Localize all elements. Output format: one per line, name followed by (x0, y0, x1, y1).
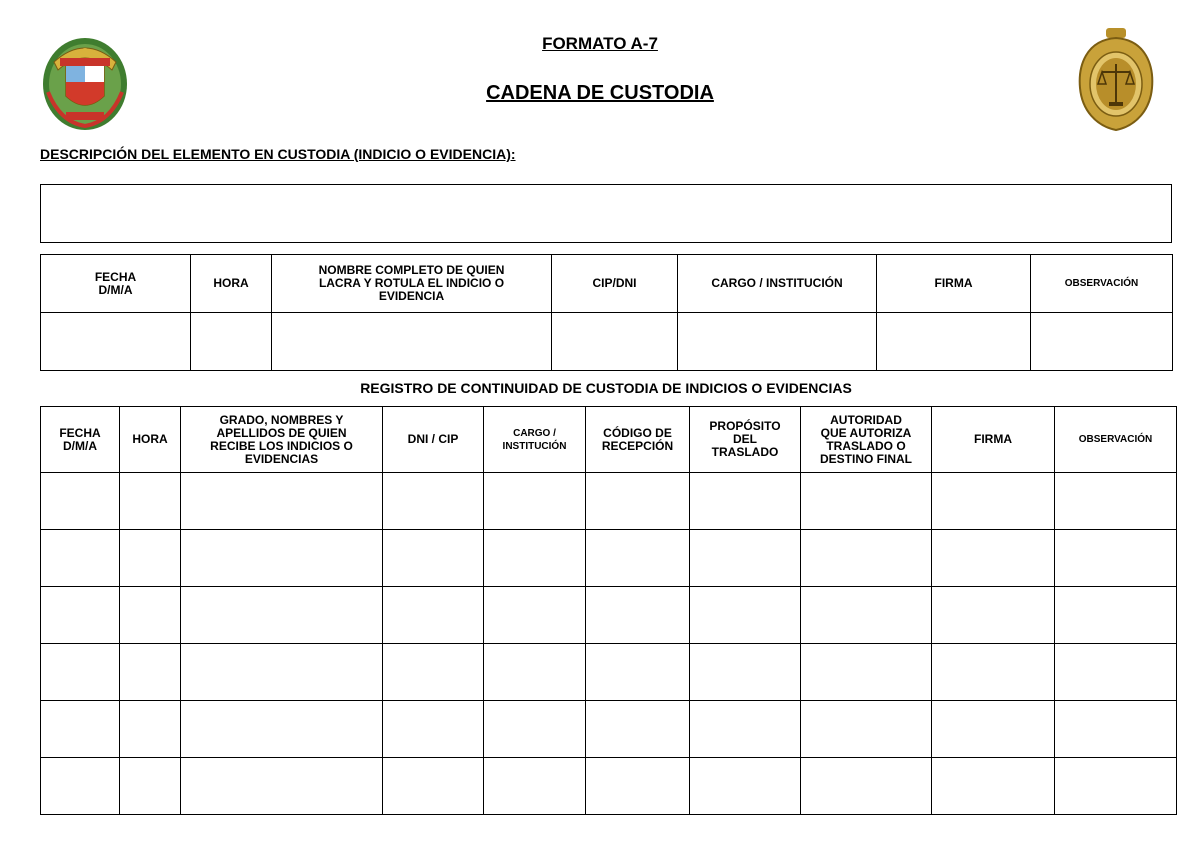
cell[interactable] (41, 644, 120, 701)
cell[interactable] (41, 587, 120, 644)
cell[interactable] (383, 644, 484, 701)
cell[interactable] (586, 587, 690, 644)
cell[interactable] (690, 758, 801, 815)
cell-nombre[interactable] (272, 313, 552, 371)
cell-hora[interactable] (191, 313, 272, 371)
cell[interactable] (801, 644, 932, 701)
cell[interactable] (1055, 701, 1177, 758)
cell[interactable] (586, 758, 690, 815)
header-fecha: FECHA D/M/A (41, 407, 120, 473)
cell[interactable] (181, 587, 383, 644)
cell[interactable] (383, 701, 484, 758)
cell[interactable] (932, 758, 1055, 815)
cell[interactable] (41, 473, 120, 530)
header-autoridad: AUTORIDAD QUE AUTORIZA TRASLADO O DESTINO FINAL (801, 407, 932, 473)
registro-table (40, 406, 1177, 815)
cell[interactable] (120, 473, 181, 530)
cell[interactable] (932, 530, 1055, 587)
cell[interactable] (484, 701, 586, 758)
table-row (41, 473, 1177, 530)
header-observacion: OBSERVACIÓN (1031, 255, 1173, 313)
lacrado-table (40, 254, 1173, 371)
table-row (41, 644, 1177, 701)
cell[interactable] (690, 587, 801, 644)
cell[interactable] (383, 530, 484, 587)
cell[interactable] (41, 701, 120, 758)
table-row (41, 758, 1177, 815)
header-cargo-institucion: CARGO / INSTITUCIÓN (678, 255, 877, 313)
cell[interactable] (586, 530, 690, 587)
header-grado-nombres: GRADO, NOMBRES Y APELLIDOS DE QUIEN RECIBE LOS INDICIOS O EVIDENCIAS (181, 407, 383, 473)
cell[interactable] (690, 530, 801, 587)
cell[interactable] (120, 587, 181, 644)
cell[interactable] (690, 473, 801, 530)
cell[interactable] (120, 530, 181, 587)
cell-fecha[interactable] (41, 313, 191, 371)
cell[interactable] (932, 644, 1055, 701)
cell-cargo[interactable] (678, 313, 877, 371)
header-cip-dni: CIP/DNI (552, 255, 678, 313)
description-label: DESCRIPCIÓN DEL ELEMENTO EN CUSTODIA (INDICIO O EVIDENCIA): (40, 146, 516, 162)
cell[interactable] (181, 473, 383, 530)
table-row (41, 701, 1177, 758)
description-field[interactable] (40, 184, 1172, 243)
cell[interactable] (383, 758, 484, 815)
cell[interactable] (484, 758, 586, 815)
page-title: CADENA DE CUSTODIA (486, 82, 714, 104)
cell[interactable] (1055, 530, 1177, 587)
cell[interactable] (181, 758, 383, 815)
cell[interactable] (932, 473, 1055, 530)
cell[interactable] (801, 473, 932, 530)
header-codigo-recepcion: CÓDIGO DE RECEPCIÓN (586, 407, 690, 473)
cell[interactable] (383, 587, 484, 644)
table-row (41, 313, 1173, 371)
header-dni-cip: DNI / CIP (383, 407, 484, 473)
cell[interactable] (1055, 473, 1177, 530)
header-observacion: OBSERVACIÓN (1055, 407, 1177, 473)
cell[interactable] (120, 644, 181, 701)
header-nombre-lacra: NOMBRE COMPLETO DE QUIEN LACRA Y ROTULA EL INDICIO O EVIDENCIA (272, 255, 552, 313)
cell[interactable] (1055, 587, 1177, 644)
cell[interactable] (120, 701, 181, 758)
cell[interactable] (181, 644, 383, 701)
header-firma: FIRMA (877, 255, 1031, 313)
cell[interactable] (181, 701, 383, 758)
header-proposito-traslado: PROPÓSITO DEL TRASLADO (690, 407, 801, 473)
header-cargo-institucion: CARGO / INSTITUCIÓN (484, 407, 586, 473)
cell[interactable] (120, 758, 181, 815)
table-header-row (41, 407, 1177, 473)
formato-label: FORMATO A-7 (542, 34, 658, 53)
cell[interactable] (484, 473, 586, 530)
registro-title: REGISTRO DE CONTINUIDAD DE CUSTODIA DE INDICIOS O EVIDENCIAS (360, 380, 852, 396)
cell-observacion[interactable] (1031, 313, 1173, 371)
cell[interactable] (690, 644, 801, 701)
cell[interactable] (383, 473, 484, 530)
header-hora: HORA (191, 255, 272, 313)
header-firma: FIRMA (932, 407, 1055, 473)
cell[interactable] (484, 530, 586, 587)
cell[interactable] (41, 530, 120, 587)
cell-firma[interactable] (877, 313, 1031, 371)
header-fecha: FECHA D/M/A (41, 255, 191, 313)
table-row (41, 530, 1177, 587)
cell[interactable] (801, 758, 932, 815)
cell[interactable] (181, 530, 383, 587)
header-hora: HORA (120, 407, 181, 473)
cell[interactable] (932, 587, 1055, 644)
cell[interactable] (1055, 644, 1177, 701)
cell[interactable] (586, 644, 690, 701)
cell[interactable] (484, 587, 586, 644)
cell[interactable] (801, 701, 932, 758)
cell[interactable] (41, 758, 120, 815)
cell[interactable] (801, 587, 932, 644)
cell[interactable] (484, 644, 586, 701)
cell[interactable] (586, 701, 690, 758)
cell[interactable] (801, 530, 932, 587)
table-header-row (41, 255, 1173, 313)
cell[interactable] (690, 701, 801, 758)
cell[interactable] (586, 473, 690, 530)
table-row (41, 587, 1177, 644)
cell[interactable] (1055, 758, 1177, 815)
cell[interactable] (932, 701, 1055, 758)
cell-cip-dni[interactable] (552, 313, 678, 371)
